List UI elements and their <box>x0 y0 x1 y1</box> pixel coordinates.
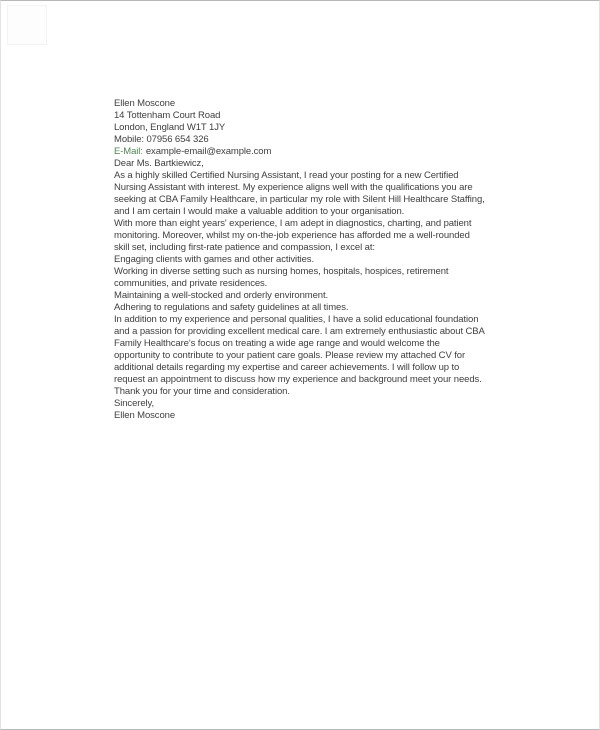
body-line: With more than eight years' experience, I am adept in diagnostics, charting, and patient <box>114 218 472 229</box>
email-address: example-email@example.com <box>145 146 272 157</box>
body-line: Working in diverse setting such as nursing homes, hospitals, hospices, retirement <box>114 266 449 277</box>
sender-mobile: Mobile: 07956 654 326 <box>114 134 209 145</box>
sender-street: 14 Tottenham Court Road <box>114 110 221 121</box>
corner-artifact <box>7 5 47 45</box>
body-line: As a highly skilled Certified Nursing Assistant, I read your posting for a new Certified <box>114 170 459 181</box>
body-line: monitoring. Moreover, whilst my on-the-job experience has afforded me a well-rounded <box>114 230 470 241</box>
body-line: seeking at CBA Family Healthcare, in particular my role with Silent Hill Healthcare Staffing, <box>114 194 485 205</box>
body-line: Engaging clients with games and other activities. <box>114 254 314 265</box>
body-line: skill set, including first-rate patience and compassion, I excel at: <box>114 242 375 253</box>
body-line: Nursing Assistant with interest. My experience aligns well with the qualifications you are <box>114 182 473 193</box>
body-line: Adhering to regulations and safety guidelines at all times. <box>114 302 349 313</box>
body-line: In addition to my experience and personal qualities, I have a solid educational foundation <box>114 314 479 325</box>
sender-email-line <box>114 146 496 158</box>
sender-name: Ellen Moscone <box>114 98 176 109</box>
body-line: and a passion for providing excellent medical care. I am extremely enthusiastic about CBA <box>114 326 485 337</box>
closing: Sincerely, <box>114 398 155 409</box>
signature-name: Ellen Moscone <box>114 410 176 421</box>
letter-body <box>114 170 496 398</box>
email-label: E-Mail: <box>114 146 143 157</box>
salutation: Dear Ms. Bartkiewicz, <box>114 158 204 169</box>
cover-letter <box>114 98 496 422</box>
body-line: Family Healthcare's focus on treating a wide age range and would welcome the <box>114 338 440 349</box>
body-line: communities, and private residences. <box>114 278 268 289</box>
body-line: opportunity to contribute to your patient care goals. Please review my attached CV for <box>114 350 466 361</box>
body-line: request an appointment to discuss how my experience and background meet your needs. <box>114 374 482 385</box>
body-line: Thank you for your time and consideration. <box>114 386 290 397</box>
sender-city: London, England W1T 1JY <box>114 122 226 133</box>
body-line: additional details regarding my expertise and career achievements. I will follow up to <box>114 362 460 373</box>
body-line: Maintaining a well-stocked and orderly environment. <box>114 290 329 301</box>
body-line: and I am certain I would make a valuable addition to your organisation. <box>114 206 405 217</box>
